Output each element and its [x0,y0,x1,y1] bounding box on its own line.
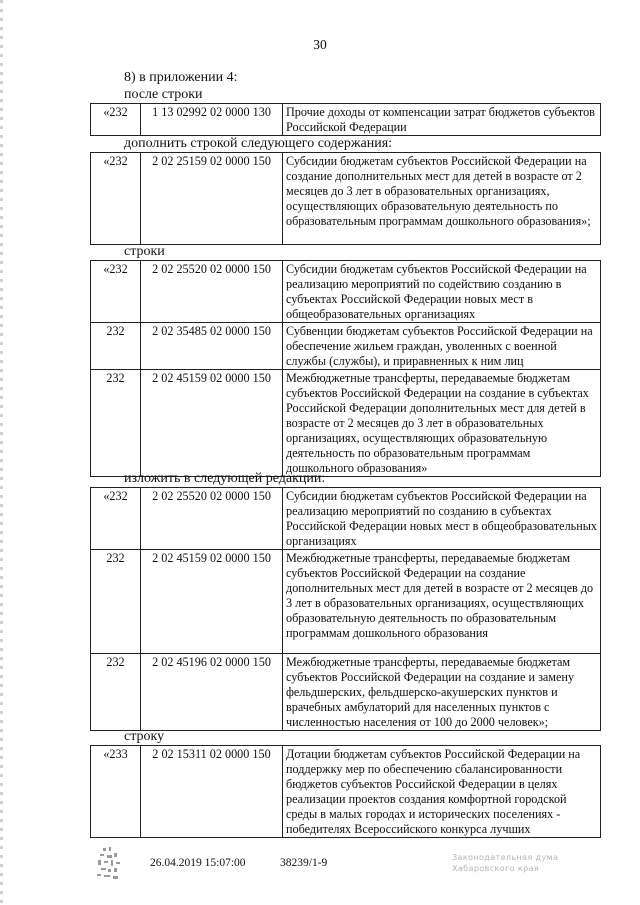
description-cell: Субвенции бюджетам субъектов Российской Федерации на обеспечение жильем граждан, уволенных с военной службы (службы), и приравненных к ним лиц [283,323,601,370]
table-row [90,745,601,838]
table-add-row [90,152,601,245]
row-number-cell: «232 [91,488,141,550]
label-restate: изложить в следующей редакции: [124,471,326,486]
row-number-cell: 232 [91,323,141,370]
label-row: строку [124,729,165,744]
table-row [91,261,601,323]
table-rows [90,260,601,477]
page-edge-marks [0,0,3,905]
row-number-cell: «233 [91,746,141,838]
description-cell: Межбюджетные трансферты, передаваемые бюджетам субъектов Российской Федерации на создание дополнительных мест для детей в возрасте от 2 месяцев до 3 лет в образовательных организациях, осуществляющих образовательную деятельность по образовательным программам дошкольного образования [283,550,601,654]
table-row [91,550,601,654]
row-number-cell: «232 [91,153,141,245]
footer-doc-id: 38239/1-9 [280,857,328,869]
table-row [91,370,601,477]
table-row [91,654,601,731]
budget-code-cell: 2 02 25159 02 0000 150 [141,153,283,245]
description-cell: Субсидии бюджетам субъектов Российской Федерации на реализацию мероприятий по созданию в субъектах Российской Федерации новых мест в общеобразовательных организациях [283,488,601,550]
row-number-cell: «232 [91,104,141,136]
footer-watermark: Законодательная дума Хабаровского края [452,853,559,873]
row-number-cell: 232 [91,550,141,654]
label-rows: строки [124,244,165,259]
table-row [91,488,601,550]
row-number-cell: 232 [91,654,141,731]
table-row [91,104,601,136]
budget-code-cell: 2 02 15311 02 0000 150 [141,746,283,838]
footer-datetime: 26.04.2019 15:07:00 [150,857,246,869]
table-restate [90,487,601,731]
description-cell: Межбюджетные трансферты, передаваемые бюджетам субъектов Российской Федерации на создание в субъектах Российской Федерации дополнительных мест для детей в возрасте от 2 месяцев до 3 лет в образовательных организациях, осуществляющих образовательную деятельность по образовательным программам дошкольного образования» [283,370,601,477]
budget-code-cell: 1 13 02992 02 0000 130 [141,104,283,136]
table-row [91,746,601,838]
description-cell: Дотации бюджетам субъектов Российской Федерации на поддержку мер по обеспечению сбалансированности бюджетов субъектов Российской Федерации в целях реализации проектов создания комфортной городской среды в малых городах и исторических поселениях - победителях Всероссийского конкурса лучших [283,746,601,838]
budget-code-cell: 2 02 45196 02 0000 150 [141,654,283,731]
section-title: 8) в приложении 4: [124,70,238,85]
page-number: 30 [313,37,327,52]
description-cell: Межбюджетные трансферты, передаваемые бюджетам субъектов Российской Федерации на создание и замену фельдшерских, фельдшерско-акушерских пунктов и врачебных амбулаторий для населенных пунктов с численностью населения от 100 до 2000 человек»; [283,654,601,731]
budget-code-cell: 2 02 45159 02 0000 150 [141,550,283,654]
table-after-row [90,103,601,136]
description-cell: Субсидии бюджетам субъектов Российской Федерации на реализацию мероприятий по содействию созданию в субъектах Российской Федерации новых мест в общеобразовательных организациях [283,261,601,323]
table-row [91,323,601,370]
table-row [91,153,601,245]
budget-code-cell: 2 02 45159 02 0000 150 [141,370,283,477]
budget-code-cell: 2 02 35485 02 0000 150 [141,323,283,370]
label-after-row: после строки [124,87,203,102]
budget-code-cell: 2 02 25520 02 0000 150 [141,488,283,550]
description-cell: Субсидии бюджетам субъектов Российской Федерации на создание дополнительных мест для детей в возрасте от 2 месяцев до 3 лет в образовательных организациях, осуществляющих образовательную деятельность по образовательным программам дошкольного образования»; [283,153,601,245]
row-number-cell: «232 [91,261,141,323]
budget-code-cell: 2 02 25520 02 0000 150 [141,261,283,323]
description-cell: Прочие доходы от компенсации затрат бюджетов субъектов Российской Федерации [283,104,601,136]
label-add-row: дополнить строкой следующего содержания: [124,136,393,151]
row-number-cell: 232 [91,370,141,477]
seal-icon [94,846,124,882]
